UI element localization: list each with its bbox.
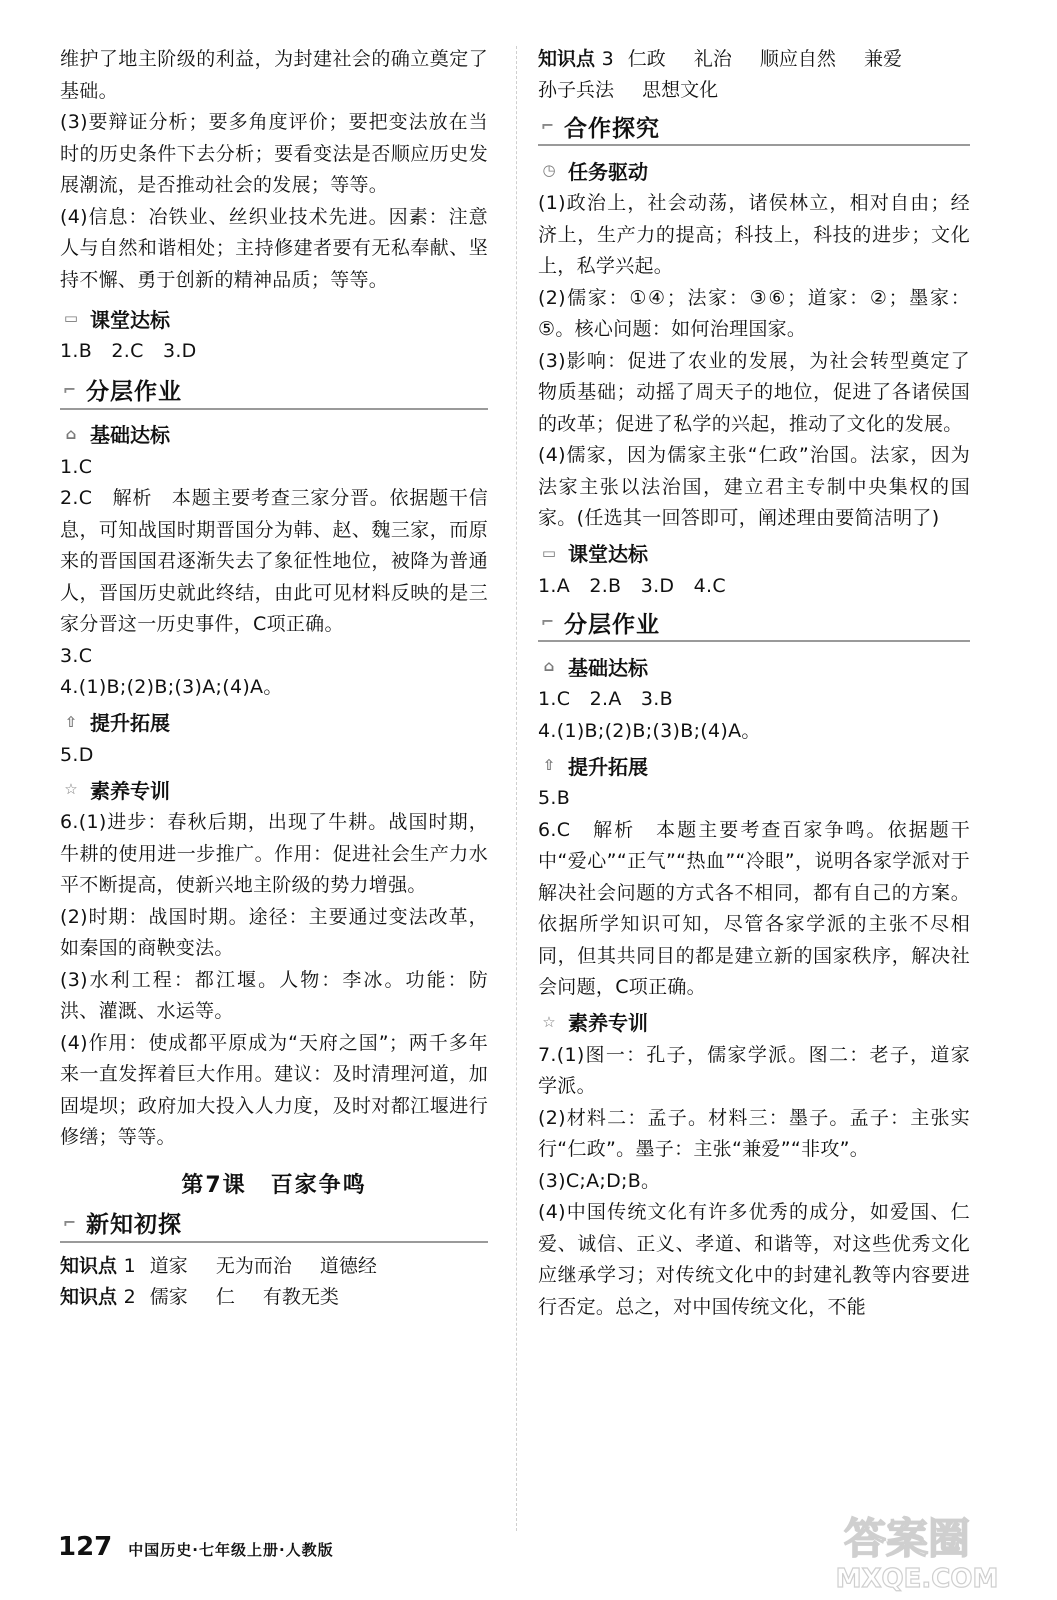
answer-line: 4.(1)B;(2)B;(3)A;(4)A。 [60,676,283,698]
answer-line: (4)中国传统文化有许多优秀的成分，如爱国、仁爱、诚信、正义、孝道、和谐等，对这些优秀文化应继承学习；对传统文化中的封建礼教等内容要进行否定。总之，对中国传统文化，不能 [538,1201,970,1318]
lesson-title: 第7课 百家争鸣 [181,1172,367,1198]
answer-line: (3)水利工程：都江堰。人物：李冰。功能：防洪、灌溉、水运等。 [60,968,488,1022]
kp-item: 仁 [215,1285,235,1308]
section-heading-tisheng [60,706,488,738]
kp-item: 孙子兵法 [538,79,615,101]
answer-line: 6.(1)进步：春秋后期，出现了牛耕。战国时期，牛耕的使用进一步推广。作用：促进社会生产力水平不断提高，使新兴地主阶级的势力增强。 [60,811,488,896]
lock-icon: ⌂ [65,424,77,443]
section-heading-jichu [538,650,970,682]
page-number: 127 [58,1532,113,1562]
answer-line: 1.B 2.C 3.D [60,340,197,362]
answer-line: 5.D [60,743,94,766]
answer-line: (4)儒家，因为儒家主张“仁政”治国。法家，因为法家主张以法治国，建立君主专制中央集权的国家。(任选其一回答即可，阐述理由要简洁明了) [538,444,970,529]
arrow-up-icon: ⇧ [542,756,556,774]
section-heading-xinzhi [60,1205,488,1243]
lock-icon: ⌂ [543,657,555,675]
heading-label: 基础达标 [90,423,170,447]
kp-item: 仁政 [627,48,666,70]
answer-line: (3)C;A;D;B。 [538,1169,661,1192]
answer-line: 2.C 解析 本题主要考查三家分晋。依据题干信息，可知战国时期晋国分为韩、赵、魏三家，而原来的晋国国君逐渐失去了象征性地位，被降为普通人，晋国历史就此终结，由此可见材料反映的是三家分晋这一历史事件，C项正确。 [60,487,488,635]
knowledge-point-3 [538,44,970,75]
heading-label: 素养专训 [90,778,170,803]
kp-item: 道德经 [319,1254,377,1277]
clock-icon: ◷ [542,161,556,179]
section-heading-renwu [538,154,970,186]
paragraph: (4)信息：冶铁业、丝织业技术先进。因素：注意人与自然和谐相处；主持修建者要有无私奉献、坚持不懈、勇于创新的精神品质；等等。 [60,205,488,291]
paragraph: (3)要辩证分析；要多角度评价；要把变法放在当时的历史条件下去分析；要看变法是否顺应历史发展潮流，是否推动社会的发展；等等。 [60,111,488,196]
answer-line: 3.C [60,644,93,667]
watermark-logo [807,1505,1017,1595]
section-heading-ketang [538,537,970,569]
heading-label: 课堂达标 [90,307,170,332]
kp-item: 顺应自然 [759,48,836,70]
paragraph: 维护了地主阶级的利益，为封建社会的确立奠定了基础。 [60,48,488,102]
answer-line: (2)儒家：①④；法家：③⑥；道家：②；墨家：⑤。核心问题：如何治理国家。 [538,286,970,340]
section-heading-tisheng [538,749,970,781]
bookmark-icon: ⌐ [62,1212,78,1232]
answer-line: 1.A 2.B 3.D 4.C [538,574,726,597]
heading-label: 素养专训 [568,1011,648,1035]
bookmark-icon: ⌐ [62,379,78,399]
answer-line: (4)作用：使成都平原成为“天府之国”；两千多年来一直发挥着巨大作用。建议：及时清理河道，加固堤坝；政府加大投入人力度，及时对都江堰进行修缮；等等。 [60,1031,488,1148]
section-heading-suyang [60,773,488,805]
answer-line: 5.B [538,787,571,809]
bookmark-icon: ⌐ [540,612,556,631]
answer-line: (2)材料二：孟子。材料三：墨子。孟子：主张实行“仁政”。墨子：主张“兼爱”“非攻”。 [538,1106,970,1160]
heading-label: 合作探究 [564,115,660,142]
heading-label: 分层作业 [86,379,182,405]
section-heading-suyang [538,1006,970,1038]
book-title: 中国历史·七年级上册·人教版 [128,1541,334,1559]
watermark-text-bottom: MXQE.COM [835,1564,999,1594]
kp-item: 兼爱 [863,48,902,70]
section-heading-fenceng [538,604,970,642]
kp-item: 儒家 [149,1285,188,1308]
kp-label: 知识点 2 [60,1285,136,1308]
kp-item: 道家 [149,1254,188,1277]
knowledge-point-3-cont [538,75,970,106]
watermark-text-top: 答案圈 [843,1514,971,1563]
kp-item: 有教无类 [262,1285,339,1308]
book-icon: ▭ [541,543,557,562]
book-icon: ▭ [63,309,79,327]
kp-item: 思想文化 [642,79,719,101]
answer-line: 1.C 2.A 3.B [538,688,673,710]
arrow-up-icon: ⇧ [64,712,78,731]
answer-line: 4.(1)B;(2)B;(3)B;(4)A。 [538,719,761,742]
column-divider [516,46,517,1531]
section-heading-jichu [60,418,488,450]
answer-line: (3)影响：促进了农业的发展，为社会转型奠定了物质基础；动摇了周天子的地位，促进了各诸侯国的改革；促进了私学的兴起，推动了文化的发展。 [538,349,970,435]
knowledge-point-2 [60,1282,488,1313]
answer-line: 1.C [60,455,93,478]
heading-label: 提升拓展 [90,711,170,735]
right-column [538,44,970,1323]
knowledge-point-1 [60,1251,488,1282]
heading-label: 分层作业 [564,611,660,638]
heading-label: 课堂达标 [568,542,648,566]
bookmark-icon: ⌐ [540,116,556,135]
heading-label: 新知初探 [86,1212,182,1238]
heading-label: 任务驱动 [568,159,648,184]
heading-label: 提升拓展 [568,754,648,779]
kp-item: 礼治 [693,48,732,70]
answer-line: (2)时期：战国时期。途径：主要通过变法改革，如秦国的商鞅变法。 [60,905,488,959]
kp-label: 知识点 3 [538,48,614,70]
answer-line: 6.C 解析 本题主要考查百家争鸣。依据题干中“爱心”“正气”“热血”“冷眼”，说明各家学派对于解决社会问题的方式各不相同，都有自己的方案。依据所学知识可知，尽管各家学派的主张不尽相同，但其共同目的都是建立新的国家秩序，解决社会问题，C项正确。 [538,818,970,998]
left-column [60,44,488,1313]
section-heading-fenceng [60,372,488,410]
kp-item: 无为而治 [215,1254,292,1277]
star-icon: ☆ [64,780,78,798]
page-footer [58,1532,334,1562]
section-heading-ketang [60,302,488,334]
section-heading-hezuo [538,108,970,146]
heading-label: 基础达标 [568,655,648,680]
answer-line: (1)政治上，社会动荡，诸侯林立，相对自由；经济上，生产力的提高；科技上，科技的进步；文化上，私学兴起。 [538,192,970,277]
answer-line: 7.(1)图一：孔子，儒家学派。图二：老子，道家学派。 [538,1043,970,1097]
kp-label: 知识点 1 [60,1254,136,1277]
star-icon: ☆ [542,1012,556,1031]
